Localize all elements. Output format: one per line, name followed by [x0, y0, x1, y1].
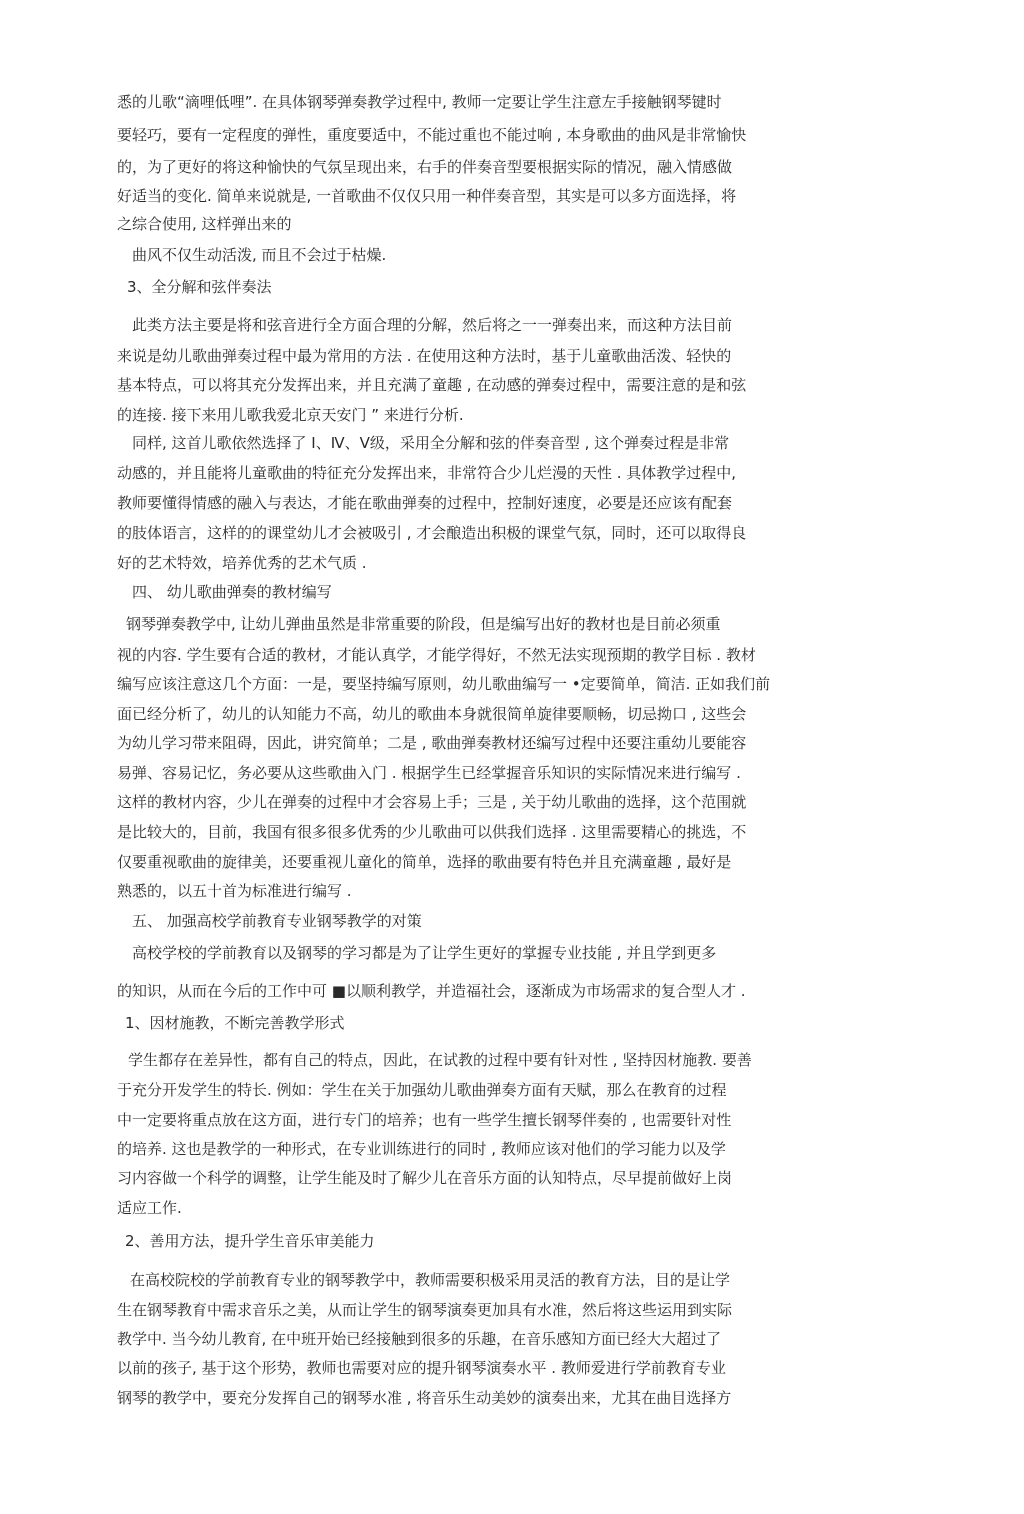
section-heading-4: 四、 幼儿歌曲弹奏的教材编写 — [132, 583, 332, 601]
paragraph-line: 教学中. 当今幼儿教育, 在中班开始已经接触到很多的乐趣，在音乐感知方面已经大大超过了 — [117, 1330, 722, 1348]
paragraph-line: 学生都存在差异性，都有自己的特点，因此，在试教的过程中要有针对性 , 坚持因材施教. 要善 — [128, 1051, 752, 1069]
section-heading-5: 五、 加强高校学前教育专业钢琴教学的对策 — [132, 912, 422, 930]
paragraph-line: 悉的儿歌“滴哩低哩”. 在具体钢琴弹奏教学过程中, 教师一定要让学生注意左手接触钢琴键时 — [117, 93, 722, 111]
paragraph-line: 的连接. 接下来用儿歌我爱北京天安门 ” 来进行分析. — [117, 406, 464, 424]
paragraph-line: 中一定要将重点放在这方面，进行专门的培养；也有一些学生擅长钢琴伴奏的 , 也需要针对性 — [117, 1111, 732, 1129]
paragraph-line: 的肢体语言，这样的的课堂幼儿才会被吸引 , 才会酿造出积极的课堂气氛，同时，还可以取得良 — [117, 524, 747, 542]
paragraph-line: 好适当的变化. 简单来说就是, 一首歌曲不仅仅只用一种伴奏音型，其实是可以多方面选择，将 — [117, 187, 737, 205]
paragraph-line: 曲风不仅生动活泼, 而且不会过于枯燥. — [132, 246, 387, 264]
paragraph-line: 的知识，从而在今后的工作中可 ■以顺利教学，并造福社会，逐渐成为市场需求的复合型人才 . — [117, 982, 746, 1000]
paragraph-line: 钢琴弹奏教学中, 让幼儿弹曲虽然是非常重要的阶段，但是编写出好的教材也是目前必须重 — [126, 615, 721, 633]
paragraph-line: 以前的孩子, 基于这个形势，教师也需要对应的提升钢琴演奏水平 . 教师爱进行学前教育专业 — [117, 1359, 726, 1377]
paragraph-line: 动感的，并且能将儿童歌曲的特征充分发挥出来，非常符合少儿烂漫的天性 . 具体教学过程中, — [117, 464, 737, 482]
paragraph-line: 熟悉的，以五十首为标准进行编写 . — [117, 882, 352, 900]
paragraph-line: 这样的教材内容，少儿在弹奏的过程中才会容易上手；三是 , 关于幼儿歌曲的选择，这个范围就 — [117, 793, 747, 811]
paragraph-line: 高校学校的学前教育以及钢琴的学习都是为了让学生更好的掌握专业技能 , 并且学到更多 — [132, 944, 717, 962]
paragraph-line: 的培养. 这也是教学的一种形式，在专业训练进行的同时 , 教师应该对他们的学习能力以及学 — [117, 1140, 726, 1158]
section-heading-3: 3、全分解和弦伴奏法 — [127, 278, 272, 296]
paragraph-line: 基本特点，可以将其充分发挥出来，并且充满了童趣 , 在动感的弹奏过程中，需要注意的是和弦 — [117, 376, 747, 394]
paragraph-line: 适应工作. — [117, 1199, 182, 1217]
paragraph-line: 钢琴的教学中，要充分发挥自己的钢琴水准 , 将音乐生动美妙的演奏出来，尤其在曲目选择方 — [117, 1389, 732, 1407]
paragraph-line: 的，为了更好的将这种愉快的气氛呈现出来，右手的伴奏音型要根据实际的情况，融入情感做 — [117, 158, 733, 176]
paragraph-line: 为幼儿学习带来阻碍，因此，讲究简单；二是 , 歌曲弹奏教材还编写过程中还要注重幼儿要能容 — [117, 734, 747, 752]
paragraph-line: 此类方法主要是将和弦音进行全方面合理的分解，然后将之一一弹奏出来，而这种方法目前 — [132, 316, 733, 334]
section-heading-2: 2、善用方法，提升学生音乐审美能力 — [125, 1232, 375, 1250]
paragraph-line: 仅要重视歌曲的旋律美，还要重视儿童化的简单，选择的歌曲要有特色并且充满童趣 , 最好是 — [117, 853, 732, 871]
paragraph-line: 是比较大的，目前，我国有很多很多优秀的少儿歌曲可以供我们选择 . 这里需要精心的挑选，不 — [117, 823, 747, 841]
paragraph-line: 在高校院校的学前教育专业的钢琴教学中，教师需要积极采用灵活的教育方法，目的是让学 — [130, 1271, 731, 1289]
paragraph-line: 视的内容. 学生要有合适的教材，才能认真学，才能学得好，不然无法实现预期的教学目标 . 教材 — [117, 646, 756, 664]
paragraph-line: 于充分开发学生的特长. 例如：学生在关于加强幼儿歌曲弹奏方面有天赋，那么在教育的过程 — [117, 1081, 727, 1099]
paragraph-line: 编写应该注意这几个方面：一是，要坚持编写原则，幼儿歌曲编写一 •定要简单，简洁. 正如我们前 — [117, 675, 771, 693]
section-heading-1: 1、因材施教，不断完善教学形式 — [125, 1014, 345, 1032]
paragraph-line: 好的艺术特效，培养优秀的艺术气质 . — [117, 554, 367, 572]
paragraph-line: 易弹、容易记忆，务必要从这些歌曲入门 . 根据学生已经掌握音乐知识的实际情况来进行编写 . — [117, 764, 741, 782]
paragraph-line: 要轻巧，要有一定程度的弹性，重度要适中，不能过重也不能过响 , 本身歌曲的曲风是非常愉快 — [117, 126, 747, 144]
paragraph-line: 教师要懂得情感的融入与表达，才能在歌曲弹奏的过程中，控制好速度，必要是还应该有配套 — [117, 494, 733, 512]
paragraph-line: 同样, 这首儿歌依然选择了 Ⅰ、Ⅳ、Ⅴ级，采用全分解和弦的伴奏音型 , 这个弹奏过程是非常 — [132, 434, 730, 452]
paragraph-line: 生在钢琴教育中需求音乐之美，从而让学生的钢琴演奏更加具有水准，然后将这些运用到实际 — [117, 1301, 733, 1319]
paragraph-line: 习内容做一个科学的调整，让学生能及时了解少儿在音乐方面的认知特点，尽早提前做好上岗 — [117, 1169, 733, 1187]
paragraph-line: 之综合使用, 这样弹出来的 — [117, 215, 292, 233]
paragraph-line: 面已经分析了，幼儿的认知能力不高，幼儿的歌曲本身就很简单旋律要顺畅，切忌拗口 , 这些会 — [117, 705, 747, 723]
paragraph-line: 来说是幼儿歌曲弹奏过程中最为常用的方法 . 在使用这种方法时，基于儿童歌曲活泼、轻快的 — [117, 347, 732, 365]
